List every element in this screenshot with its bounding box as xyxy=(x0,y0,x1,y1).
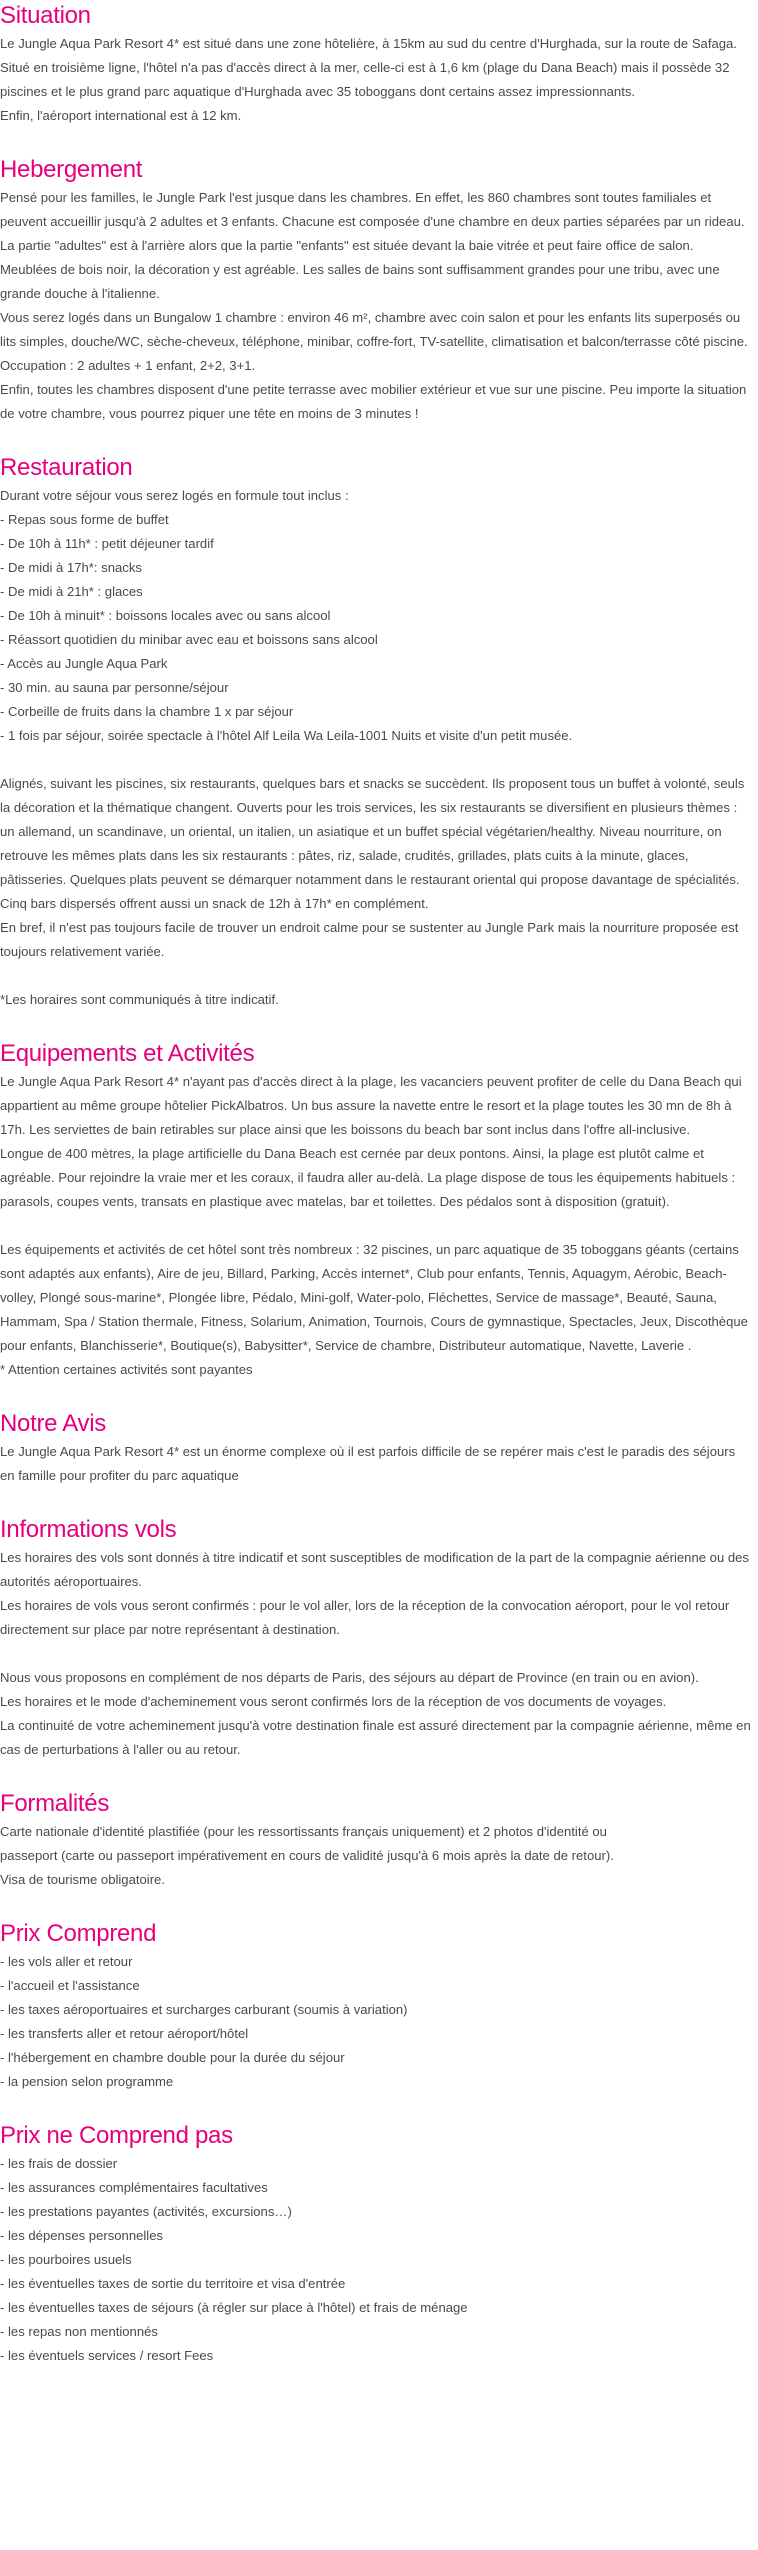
section-text: Le Jungle Aqua Park Resort 4* est situé dans une zone hôtelière, à 15km au sud du centre d'Hurghada, sur la route de Safaga. Situé en troisième ligne, l'hôtel n'a pas d'accès direct à la mer, celle-ci est à 1,6 km (plage du Dana Beach) mais il possède 32 piscines et le plus grand parc aquatique d'Hurghada avec 35 toboggans dont certains assez impressionnants. Enfin, l'aéroport international est à 12 km. xyxy=(0,36,737,123)
section-text: Le Jungle Aqua Park Resort 4* est un énorme complexe où il est parfois difficile de se repérer mais c'est le paradis des séjours en famille pour profiter du parc aquatique xyxy=(0,1444,739,1483)
section-restauration xyxy=(0,452,752,1012)
section-text: - les vols aller et retour - l'accueil et l'assistance - les taxes aéroportuaires et surcharges carburant (soumis à variation) - les transferts aller et retour aéroport/hôtel - l'hébergement en chambre double pour la durée du séjour - la pension selon programme xyxy=(0,1954,408,2089)
section-title: Notre Avis xyxy=(0,1410,106,1437)
section-title: Prix ne Comprend pas xyxy=(0,2122,233,2149)
section-title: Equipements et Activités xyxy=(0,1040,255,1067)
section-title: Restauration xyxy=(0,454,133,481)
section-formalites xyxy=(0,1788,752,1892)
section-prix-comprend xyxy=(0,1918,752,2094)
section-text: Durant votre séjour vous serez logés en formule tout inclus : - Repas sous forme de buffet - De 10h à 11h* : petit déjeuner tardif - De midi à 17h*: snacks - De midi à 21h* : glaces - De 10h à minuit* : boissons locales avec ou sans alcool - Réassort quotidien du minibar avec eau et boissons sans alcool - Accès au Jungle Aqua Park - 30 min. au sauna par personne/séjour - Corbeille de fruits dans la chambre 1 x par séjour - 1 fois par séjour, soirée spectacle à l'hôtel Alf Leila Wa Leila-1001 Nuits et visite d'un petit musée. Alignés, suivant les piscines, six restaurants, quelques bars et snacks se succèdent. Ils proposent tous un buffet à volonté, seuls la décoration et la thématique changent. Ouverts pour les trois services, les six restaurants se diversifient en plusieurs thèmes : un allemand, un scandinave, un oriental, un italien, un asiatique et un buffet spécial végétarien/healthy. Niveau nourriture, on retrouve les mêmes plats dans les six restaurants : pâtes, riz, salade, crudités, grillades, plats cuits à la minute, glaces, pâtisseries. Quelques plats peuvent se démarquer notamment dans le restaurant oriental qui propose davantage de spécialités. Cinq bars dispersés offrent aussi un snack de 12h à 17h* en complément. En bref, il n'est pas toujours facile de trouver un endroit calme pour se sustenter au Jungle Park mais la nourriture proposée est toujours relativement variée. *Les horaires sont communiqués à titre indicatif. xyxy=(0,488,745,1007)
section-prix-ne-comprend-pas xyxy=(0,2120,752,2368)
section-hebergement xyxy=(0,154,752,426)
section-text: Le Jungle Aqua Park Resort 4* n'ayant pas d'accès direct à la plage, les vacanciers peuvent profiter de celle du Dana Beach qui appartient au même groupe hôtelier PickAlbatros. Un bus assure la navette entre le resort et la plage toutes les 30 mn de 8h à 17h. Les serviettes de bain retirables sur place ainsi que les boissons du beach bar sont inclus dans l'offre all-inclusive. Longue de 400 mètres, la plage artificielle du Dana Beach est cernée par deux pontons. Ainsi, la plage est plutôt calme et agréable. Pour rejoindre la vraie mer et les coraux, il faudra aller au-delà. La plage dispose de tous les équipements habituels : parasols, coupes vents, transats en plastique avec matelas, bar et toilettes. Des pédalos sont à disposition (gratuit). Les équipements et activités de cet hôtel sont très nombreux : 32 piscines, un parc aquatique de 35 toboggans géants (certains sont adaptés aux enfants), Aire de jeu, Billard, Parking, Accès internet*, Club pour enfants, Tennis, Aquagym, Aérobic, Beach-volley, Plongé sous-marine*, Plongée libre, Pédalo, Mini-golf, Water-polo, Fléchettes, Service de massage*, Beauté, Sauna, Hammam, Spa / Station thermale, Fitness, Solarium, Animation, Tournois, Cours de gymnastique, Spectacles, Jeux, Discothèque pour enfants, Blanchisserie*, Boutique(s), Babysitter*, Service de chambre, Distributeur automatique, Navette, Laverie . * Attention certaines activités sont payantes xyxy=(0,1074,748,1377)
section-title: Formalités xyxy=(0,1790,110,1817)
section-informations-vols xyxy=(0,1514,752,1762)
section-notre-avis xyxy=(0,1408,752,1488)
section-text: Pensé pour les familles, le Jungle Park l'est jusque dans les chambres. En effet, les 860 chambres sont toutes familiales et peuvent accueillir jusqu'à 2 adultes et 3 enfants. Chacune est composée d'une chambre en deux parties séparées par un rideau. La partie "adultes" est à l'arrière alors que la partie "enfants" est située devant la baie vitrée et peut faire office de salon. Meublées de bois noir, la décoration y est agréable. Les salles de bains sont suffisamment grandes pour une tribu, avec une grande douche à l'italienne. Vous serez logés dans un Bungalow 1 chambre : environ 46 m², chambre avec coin salon et pour les enfants lits superposés ou lits simples, douche/WC, sèche-cheveux, téléphone, minibar, coffre-fort, TV-satellite, climatisation et balcon/terrasse côté piscine. Occupation : 2 adultes + 1 enfant, 2+2, 3+1. Enfin, toutes les chambres disposent d'une petite terrasse avec mobilier extérieur et vue sur une piscine. Peu importe la situation de votre chambre, vous pourrez piquer une tête en moins de 3 minutes ! xyxy=(0,190,748,421)
section-title: Situation xyxy=(0,2,91,29)
section-text: Carte nationale d'identité plastifiée (pour les ressortissants français uniquement) et 2 photos d'identité ou passeport (carte ou passeport impérativement en cours de validité jusqu'à 6 mois après la date de retour). Visa de tourisme obligatoire. xyxy=(0,1824,614,1887)
section-title: Prix Comprend xyxy=(0,1920,157,1947)
section-title: Hebergement xyxy=(0,156,143,183)
section-title: Informations vols xyxy=(0,1516,177,1543)
section-text: - les frais de dossier - les assurances complémentaires facultatives - les prestations payantes (activités, excursions…) - les dépenses personnelles - les pourboires usuels - les éventuelles taxes de sortie du territoire et visa d'entrée - les éventuelles taxes de séjours (à régler sur place à l'hôtel) et frais de ménage - les repas non mentionnés - les éventuels services / resort Fees xyxy=(0,2156,468,2363)
section-situation xyxy=(0,0,752,128)
section-text: Les horaires des vols sont donnés à titre indicatif et sont susceptibles de modification de la part de la compagnie aérienne ou des autorités aéroportuaires. Les horaires de vols vous seront confirmés : pour le vol aller, lors de la réception de la convocation aéroport, pour le vol retour directement sur place par notre représentant à destination. Nous vous proposons en complément de nos départs de Paris, des séjours au départ de Province (en train ou en avion). Les horaires et le mode d'acheminement vous seront confirmés lors de la réception de vos documents de voyages. La continuité de votre acheminement jusqu'à votre destination finale est assuré directement par la compagnie aérienne, même en cas de perturbations à l'aller ou au retour. xyxy=(0,1550,751,1757)
section-equipements xyxy=(0,1038,752,1382)
